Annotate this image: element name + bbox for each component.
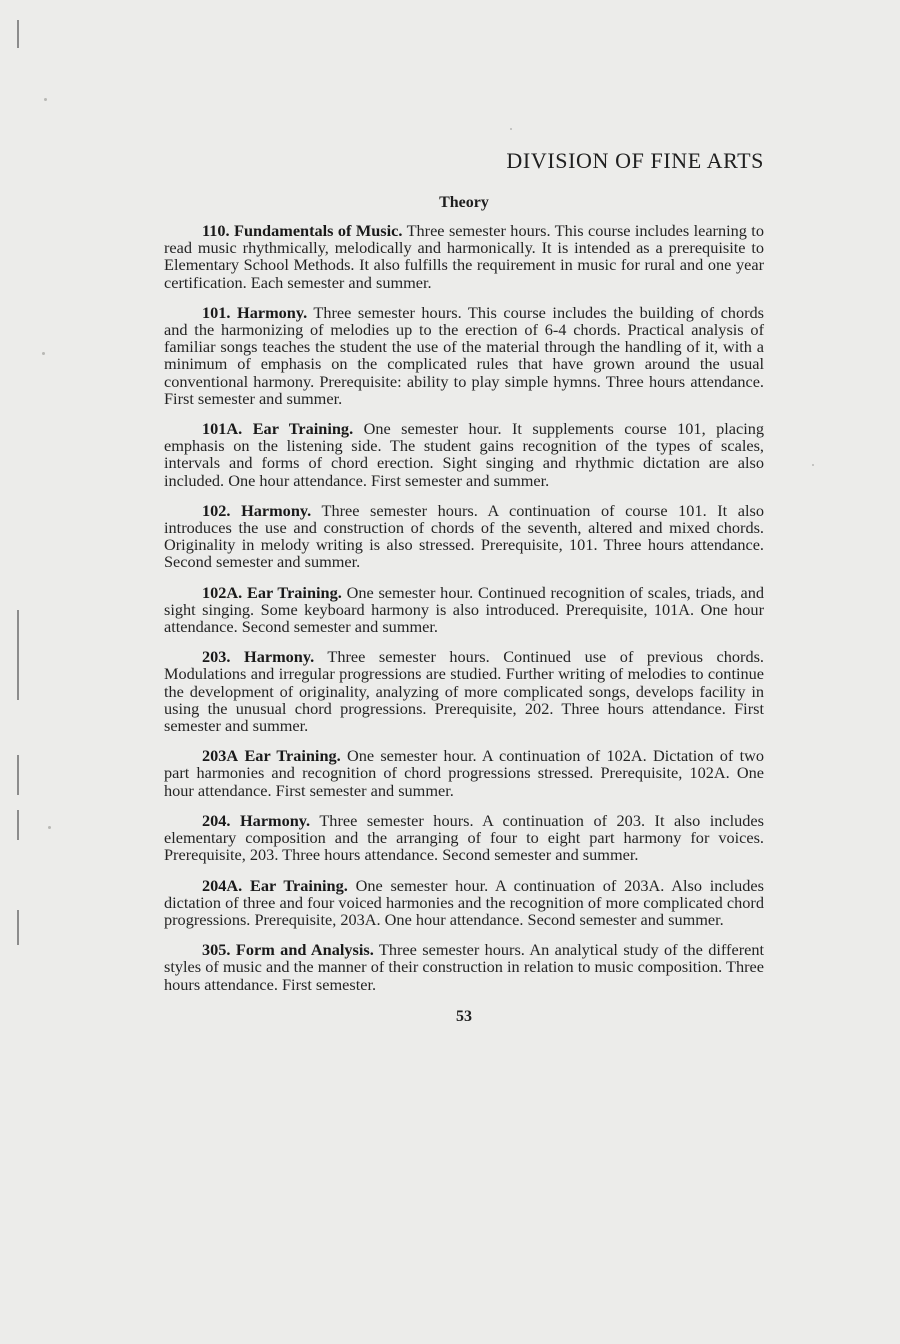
course-name: Ear Training. xyxy=(252,419,354,439)
scan-speck xyxy=(812,464,814,466)
course-entry xyxy=(164,502,764,571)
course-description: One semester hour. A continuation of 203A. Also includes dictation of three and four voiced harmonies and the recognition of more complicated chord progressions. Prerequisite, 203A. One hour attendance. Second semester and summer. xyxy=(164,875,764,929)
course-entry xyxy=(164,812,764,864)
division-header: DIVISION OF FINE ARTS xyxy=(506,148,764,173)
section-title: Theory xyxy=(439,194,489,211)
course-entry xyxy=(164,304,764,407)
course-name: Harmony. xyxy=(244,647,315,667)
scan-margin-mark xyxy=(17,910,19,945)
course-name: Fundamentals of Music. xyxy=(234,221,403,240)
scan-speck xyxy=(44,98,47,101)
course-name: Form and Analysis. xyxy=(235,940,374,960)
course-description: Three semester hours. This course includes the building of chords and the harmonizing of melodies up to the erection of 6-4 chords. Practical analysis of familiar songs teaches the student the use of the material through the handling of it, with a minimum of emphasis on the complicated rules that have grown around the usual conventional harmony. Prerequisite: ability to play simple hymns. Three hours attendance. First semester and summer. xyxy=(164,302,764,408)
course-number: 305. xyxy=(202,940,231,960)
course-entry xyxy=(164,420,764,489)
course-description: Three semester hours. Continued use of previous chords. Modulations and irregular progressions are studied. Further writing of melodies to continue the development of originality, analyzing of more complicated songs, develops facility in using the unusual chord progressions. Prerequisite, 202. Three hours attendance. First semester and summer. xyxy=(164,647,764,736)
course-description: One semester hour. A continuation of 102A. Dictation of two part harmonies and recognition of chord progressions stressed. Prerequisite, 102A. One hour attendance. First semester and summer. xyxy=(164,746,765,800)
scan-margin-mark xyxy=(17,755,19,795)
scan-speck xyxy=(48,826,51,829)
course-number: 204A. xyxy=(202,875,243,895)
scan-speck xyxy=(510,128,512,130)
course-description: Three semester hours. A continuation of course 101. It also introduces the use and construction of chords of the seventh, altered and mixed chords. Originality in melody writing is also stressed. Prerequisite, 101. Three hours attendance. Second semester and summer. xyxy=(164,500,765,572)
course-number: 102. xyxy=(202,500,231,520)
course-name: Ear Training. xyxy=(250,875,348,895)
course-number: 203A xyxy=(202,746,239,766)
course-entry xyxy=(164,648,764,734)
scan-margin-mark xyxy=(17,810,19,840)
course-number: 203. xyxy=(202,647,231,667)
course-entry xyxy=(164,222,764,291)
course-number: 204. xyxy=(202,810,231,830)
course-name: Harmony. xyxy=(237,302,308,322)
page-number: 53 xyxy=(456,1007,472,1025)
course-number: 110. xyxy=(202,221,230,240)
scan-margin-mark xyxy=(17,610,19,700)
course-description: Three semester hours. A continuation of 203. It also includes elementary composition and the arranging of four to eight part harmony for voices. Prerequisite, 203. Three hours attendance. Second semester and summer. xyxy=(164,810,764,865)
course-description: One semester hour. Continued recognition of scales, triads, and sight singing. Some keyboard harmony is also introduced. Prerequisite, 101A. One hour attendance. Second semester and summer. xyxy=(164,582,765,637)
course-description: Three semester hours. This course includes learning to read music rhythmically, melodically and harmonically. It is intended as a prerequisite to Elementary School Methods. It also fulfills the requirement in music for rural and one year certification. Each semester and summer. xyxy=(164,221,764,292)
course-description: Three semester hours. An analytical study of the different styles of music and the manner of their construction in relation to music composition. Three hours attendance. First semester. xyxy=(164,940,765,994)
course-name: Ear Training. xyxy=(244,746,341,766)
course-entry xyxy=(164,584,764,636)
course-name: Ear Training. xyxy=(247,582,342,602)
page-content xyxy=(164,146,764,1028)
course-number: 102A. xyxy=(202,582,243,602)
course-entry xyxy=(164,941,764,993)
course-entry xyxy=(164,747,764,799)
course-number: 101A. xyxy=(202,419,243,439)
course-entry xyxy=(164,877,764,929)
course-description: One semester hour. It supplements course 101, placing emphasis on the listening side. The student gains recognition of the types of scales, intervals and forms of chord erection. Sight singing and rhythmic dictation are also included. One hour attendance. First semester and summer. xyxy=(164,419,764,490)
scan-margin-mark xyxy=(17,20,19,48)
course-name: Harmony. xyxy=(241,500,312,520)
scan-speck xyxy=(42,352,45,355)
course-name: Harmony. xyxy=(240,810,311,830)
course-number: 101. xyxy=(202,302,231,322)
